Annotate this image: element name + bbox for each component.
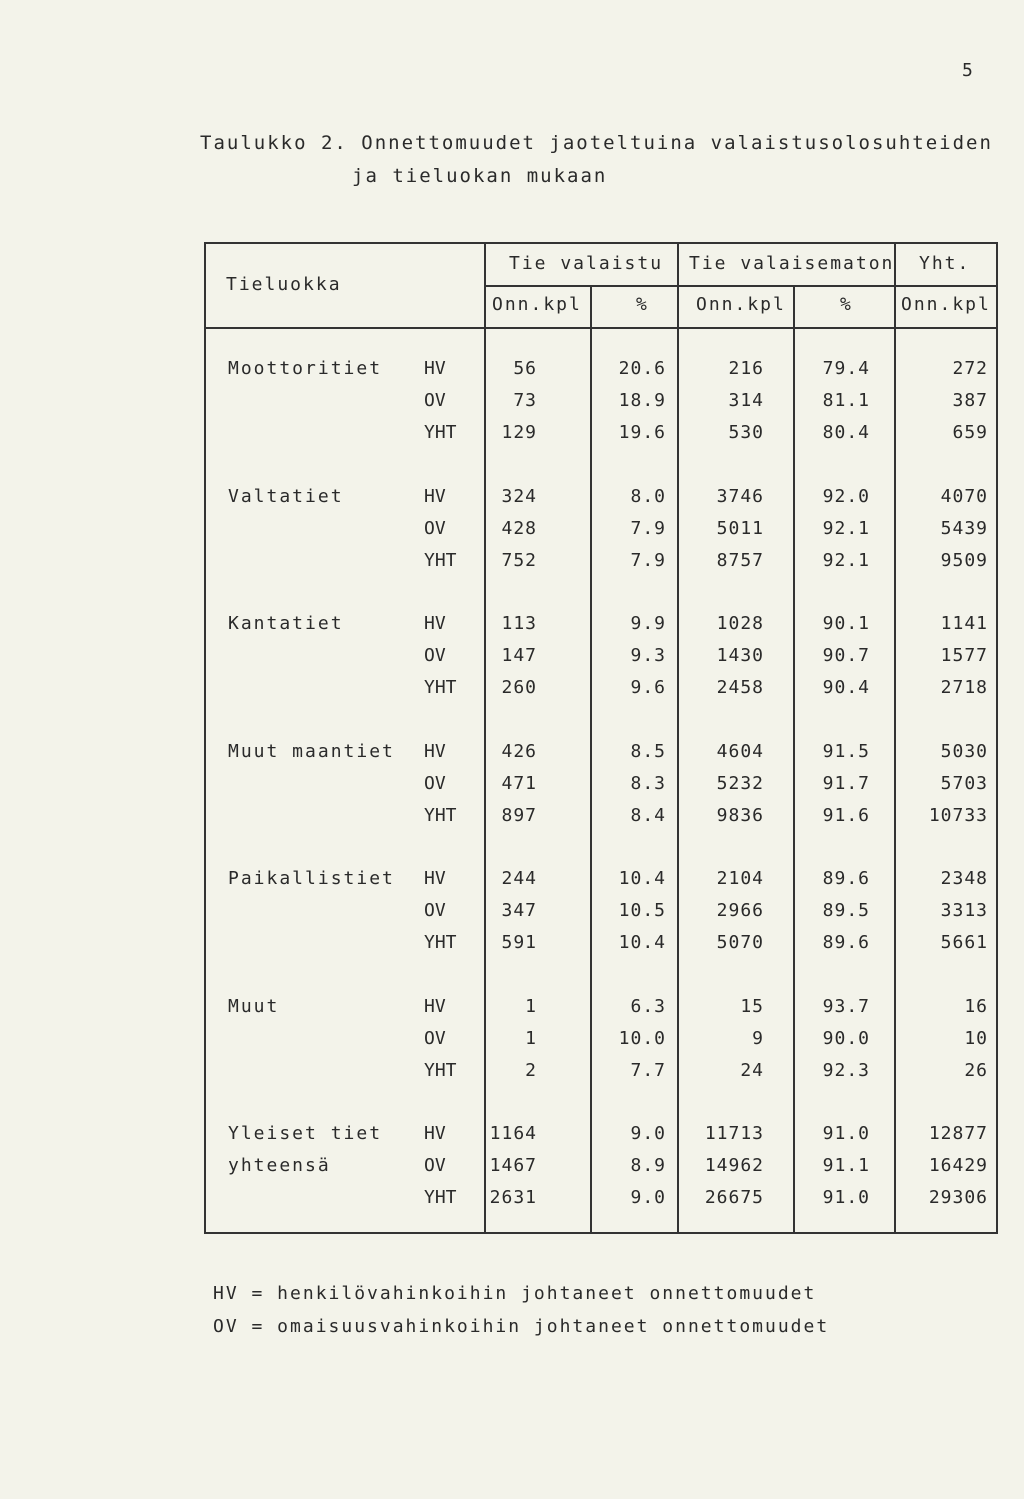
cell-unlit-count: 5011 <box>716 517 764 539</box>
cell-unlit-count: 5232 <box>716 772 764 794</box>
row-type-label: YHT <box>424 422 457 443</box>
cell-lit-count: 2631 <box>489 1187 537 1208</box>
header-lit-percent: % <box>636 294 649 315</box>
cell-unlit-count: 26675 <box>704 1187 764 1208</box>
cell-unlit-count: 1430 <box>716 645 764 666</box>
road-class-label: Muut <box>228 995 280 1017</box>
cell-unlit-pct: 80.4 <box>822 422 870 443</box>
header-unlit-count: Onn.kpl <box>696 294 786 315</box>
cell-lit-pct: 8.9 <box>630 1155 666 1176</box>
row-type-label: HV <box>424 485 446 507</box>
cell-unlit-pct: 92.1 <box>822 517 870 539</box>
road-class-label: Valtatiet <box>228 485 344 507</box>
cell-lit-count: 1467 <box>489 1155 537 1176</box>
cell-total: 9509 <box>940 549 988 571</box>
road-class-label: Yleiset tiet <box>228 1123 383 1144</box>
cell-total: 16 <box>964 995 988 1017</box>
cell-total: 2348 <box>940 868 988 889</box>
cell-unlit-count: 1028 <box>716 613 764 634</box>
data-table <box>204 242 998 1234</box>
col-sep-lit-pct <box>590 285 592 1234</box>
cell-unlit-pct: 89.6 <box>822 932 870 953</box>
row-type-label: HV <box>424 740 446 762</box>
cell-total: 26 <box>964 1059 988 1081</box>
header-tie-valaisematon: Tie valaisematon <box>689 253 895 274</box>
cell-total: 16429 <box>928 1155 988 1176</box>
row-type-label: HV <box>424 358 446 379</box>
cell-unlit-count: 24 <box>740 1059 764 1081</box>
cell-lit-count: 56 <box>513 358 537 379</box>
header-yht: Yht. <box>919 253 971 274</box>
row-type-label: OV <box>424 772 446 794</box>
row-type-label: OV <box>424 1027 446 1049</box>
cell-lit-pct: 19.6 <box>618 422 666 443</box>
cell-lit-pct: 9.9 <box>630 613 666 634</box>
cell-total: 2718 <box>940 677 988 698</box>
cell-lit-pct: 7.9 <box>630 517 666 539</box>
cell-total: 5703 <box>940 772 988 794</box>
cell-unlit-pct: 89.5 <box>822 900 870 921</box>
cell-lit-pct: 9.3 <box>630 645 666 666</box>
cell-unlit-pct: 91.0 <box>822 1187 870 1208</box>
cell-unlit-pct: 91.5 <box>822 740 870 762</box>
cell-lit-pct: 9.0 <box>630 1123 666 1144</box>
cell-total: 12877 <box>928 1123 988 1144</box>
cell-lit-count: 471 <box>501 772 537 794</box>
page-number: 5 <box>962 60 974 81</box>
cell-lit-pct: 9.6 <box>630 677 666 698</box>
cell-total: 5030 <box>940 740 988 762</box>
header-bottom-rule <box>204 327 998 329</box>
row-type-label: YHT <box>424 804 457 826</box>
cell-unlit-count: 11713 <box>704 1123 764 1144</box>
cell-unlit-count: 9836 <box>716 804 764 826</box>
cell-lit-count: 428 <box>501 517 537 539</box>
cell-lit-pct: 10.4 <box>618 868 666 889</box>
cell-lit-pct: 18.9 <box>618 390 666 411</box>
row-type-label: HV <box>424 613 446 634</box>
cell-unlit-count: 5070 <box>716 932 764 953</box>
cell-lit-count: 147 <box>501 645 537 666</box>
row-type-label: OV <box>424 517 446 539</box>
road-class-label: Kantatiet <box>228 613 344 634</box>
cell-total: 1577 <box>940 645 988 666</box>
cell-unlit-pct: 90.7 <box>822 645 870 666</box>
cell-unlit-pct: 89.6 <box>822 868 870 889</box>
cell-unlit-pct: 91.1 <box>822 1155 870 1176</box>
cell-lit-count: 113 <box>501 613 537 634</box>
cell-lit-count: 591 <box>501 932 537 953</box>
table-caption-line-2: ja tieluokan mukaan <box>352 165 608 187</box>
cell-unlit-pct: 79.4 <box>822 358 870 379</box>
cell-unlit-count: 15 <box>740 995 764 1017</box>
row-type-label: YHT <box>424 549 457 571</box>
cell-unlit-pct: 92.1 <box>822 549 870 571</box>
cell-unlit-count: 530 <box>728 422 764 443</box>
cell-lit-count: 73 <box>513 390 537 411</box>
road-class-label: Moottoritiet <box>228 358 383 379</box>
cell-lit-count: 426 <box>501 740 537 762</box>
table-border-right <box>996 242 998 1234</box>
road-class-label: yhteensä <box>228 1155 331 1176</box>
cell-total: 1141 <box>940 613 988 634</box>
cell-lit-pct: 8.0 <box>630 485 666 507</box>
cell-unlit-count: 4604 <box>716 740 764 762</box>
row-type-label: YHT <box>424 1059 457 1081</box>
cell-lit-count: 129 <box>501 422 537 443</box>
cell-total: 10733 <box>928 804 988 826</box>
col-sep-unlit <box>677 242 679 1234</box>
cell-unlit-pct: 92.3 <box>822 1059 870 1081</box>
cell-unlit-pct: 92.0 <box>822 485 870 507</box>
cell-unlit-count: 9 <box>752 1027 764 1049</box>
header-total-count: Onn.kpl <box>901 294 991 315</box>
cell-unlit-count: 2104 <box>716 868 764 889</box>
legend-hv: HV = henkilövahinkoihin johtaneet onnettomuudet <box>213 1283 817 1304</box>
cell-lit-count: 1 <box>525 1027 537 1049</box>
cell-unlit-count: 314 <box>728 390 764 411</box>
cell-unlit-pct: 90.1 <box>822 613 870 634</box>
header-unlit-percent: % <box>840 294 853 315</box>
cell-unlit-count: 2966 <box>716 900 764 921</box>
cell-total: 5439 <box>940 517 988 539</box>
row-type-label: OV <box>424 900 446 921</box>
cell-total: 3313 <box>940 900 988 921</box>
cell-lit-pct: 8.3 <box>630 772 666 794</box>
cell-unlit-pct: 81.1 <box>822 390 870 411</box>
cell-lit-pct: 7.9 <box>630 549 666 571</box>
row-type-label: OV <box>424 1155 446 1176</box>
cell-total: 272 <box>952 358 988 379</box>
road-class-label: Muut maantiet <box>228 740 395 762</box>
cell-lit-pct: 8.4 <box>630 804 666 826</box>
header-subrule <box>484 285 998 287</box>
table-border-top <box>204 242 998 244</box>
table-border-left <box>204 242 206 1234</box>
cell-lit-pct: 7.7 <box>630 1059 666 1081</box>
col-sep-unlit-pct <box>793 285 795 1234</box>
cell-total: 387 <box>952 390 988 411</box>
cell-unlit-pct: 90.0 <box>822 1027 870 1049</box>
cell-unlit-pct: 90.4 <box>822 677 870 698</box>
row-type-label: YHT <box>424 932 457 953</box>
cell-unlit-count: 8757 <box>716 549 764 571</box>
cell-lit-pct: 8.5 <box>630 740 666 762</box>
cell-total: 10 <box>964 1027 988 1049</box>
row-type-label: YHT <box>424 677 457 698</box>
row-type-label: OV <box>424 645 446 666</box>
cell-unlit-pct: 91.7 <box>822 772 870 794</box>
header-tie-valaistu: Tie valaistu <box>509 253 664 274</box>
col-sep-category <box>484 242 486 1234</box>
cell-total: 29306 <box>928 1187 988 1208</box>
cell-lit-count: 752 <box>501 549 537 571</box>
cell-lit-count: 2 <box>525 1059 537 1081</box>
cell-total: 4070 <box>940 485 988 507</box>
cell-total: 659 <box>952 422 988 443</box>
cell-lit-pct: 20.6 <box>618 358 666 379</box>
cell-lit-count: 1164 <box>489 1123 537 1144</box>
col-sep-total <box>894 242 896 1234</box>
cell-lit-pct: 10.5 <box>618 900 666 921</box>
cell-unlit-pct: 91.0 <box>822 1123 870 1144</box>
cell-lit-pct: 10.0 <box>618 1027 666 1049</box>
row-type-label: HV <box>424 1123 446 1144</box>
table-caption-line-1: Taulukko 2. Onnettomuudet jaoteltuina valaistusolosuhteiden <box>200 132 993 154</box>
row-type-label: OV <box>424 390 446 411</box>
legend-ov: OV = omaisuusvahinkoihin johtaneet onnettomuudet <box>213 1316 830 1337</box>
road-class-label: Paikallistiet <box>228 868 395 889</box>
cell-lit-count: 324 <box>501 485 537 507</box>
row-type-label: HV <box>424 868 446 889</box>
cell-lit-count: 1 <box>525 995 537 1017</box>
cell-total: 5661 <box>940 932 988 953</box>
table-border-bottom <box>204 1232 998 1234</box>
header-lit-count: Onn.kpl <box>492 294 582 315</box>
cell-lit-pct: 6.3 <box>630 995 666 1017</box>
cell-lit-pct: 9.0 <box>630 1187 666 1208</box>
cell-lit-pct: 10.4 <box>618 932 666 953</box>
cell-lit-count: 897 <box>501 804 537 826</box>
row-type-label: HV <box>424 995 446 1017</box>
cell-unlit-count: 14962 <box>704 1155 764 1176</box>
cell-unlit-pct: 91.6 <box>822 804 870 826</box>
header-tieluokka: Tieluokka <box>226 274 342 295</box>
cell-unlit-count: 216 <box>728 358 764 379</box>
cell-lit-count: 347 <box>501 900 537 921</box>
cell-unlit-count: 3746 <box>716 485 764 507</box>
cell-lit-count: 260 <box>501 677 537 698</box>
cell-unlit-count: 2458 <box>716 677 764 698</box>
row-type-label: YHT <box>424 1187 457 1208</box>
cell-unlit-pct: 93.7 <box>822 995 870 1017</box>
cell-lit-count: 244 <box>501 868 537 889</box>
